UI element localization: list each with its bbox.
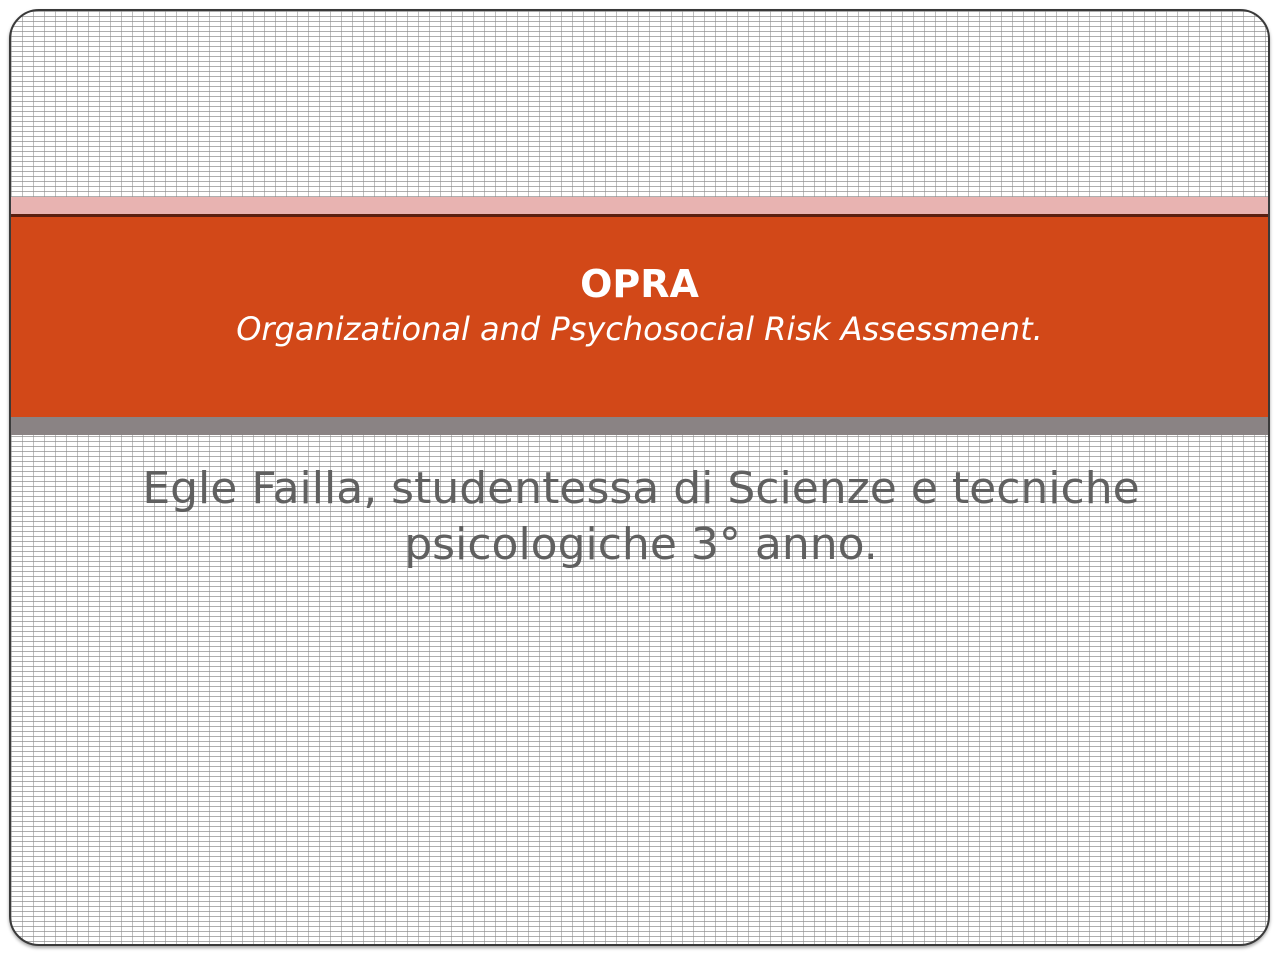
author-line: Egle Failla, studentessa di Scienze e tecniche psicologiche 3° anno. [142,463,1140,570]
slide [9,9,1270,946]
title-block [11,261,1268,351]
slide-title: OPRA [580,262,699,306]
title-band-shadow [11,417,1268,435]
slide-subtitle: Organizational and Psychosocial Risk Assessment. [236,310,1043,348]
header-band-accent [11,197,1268,214]
